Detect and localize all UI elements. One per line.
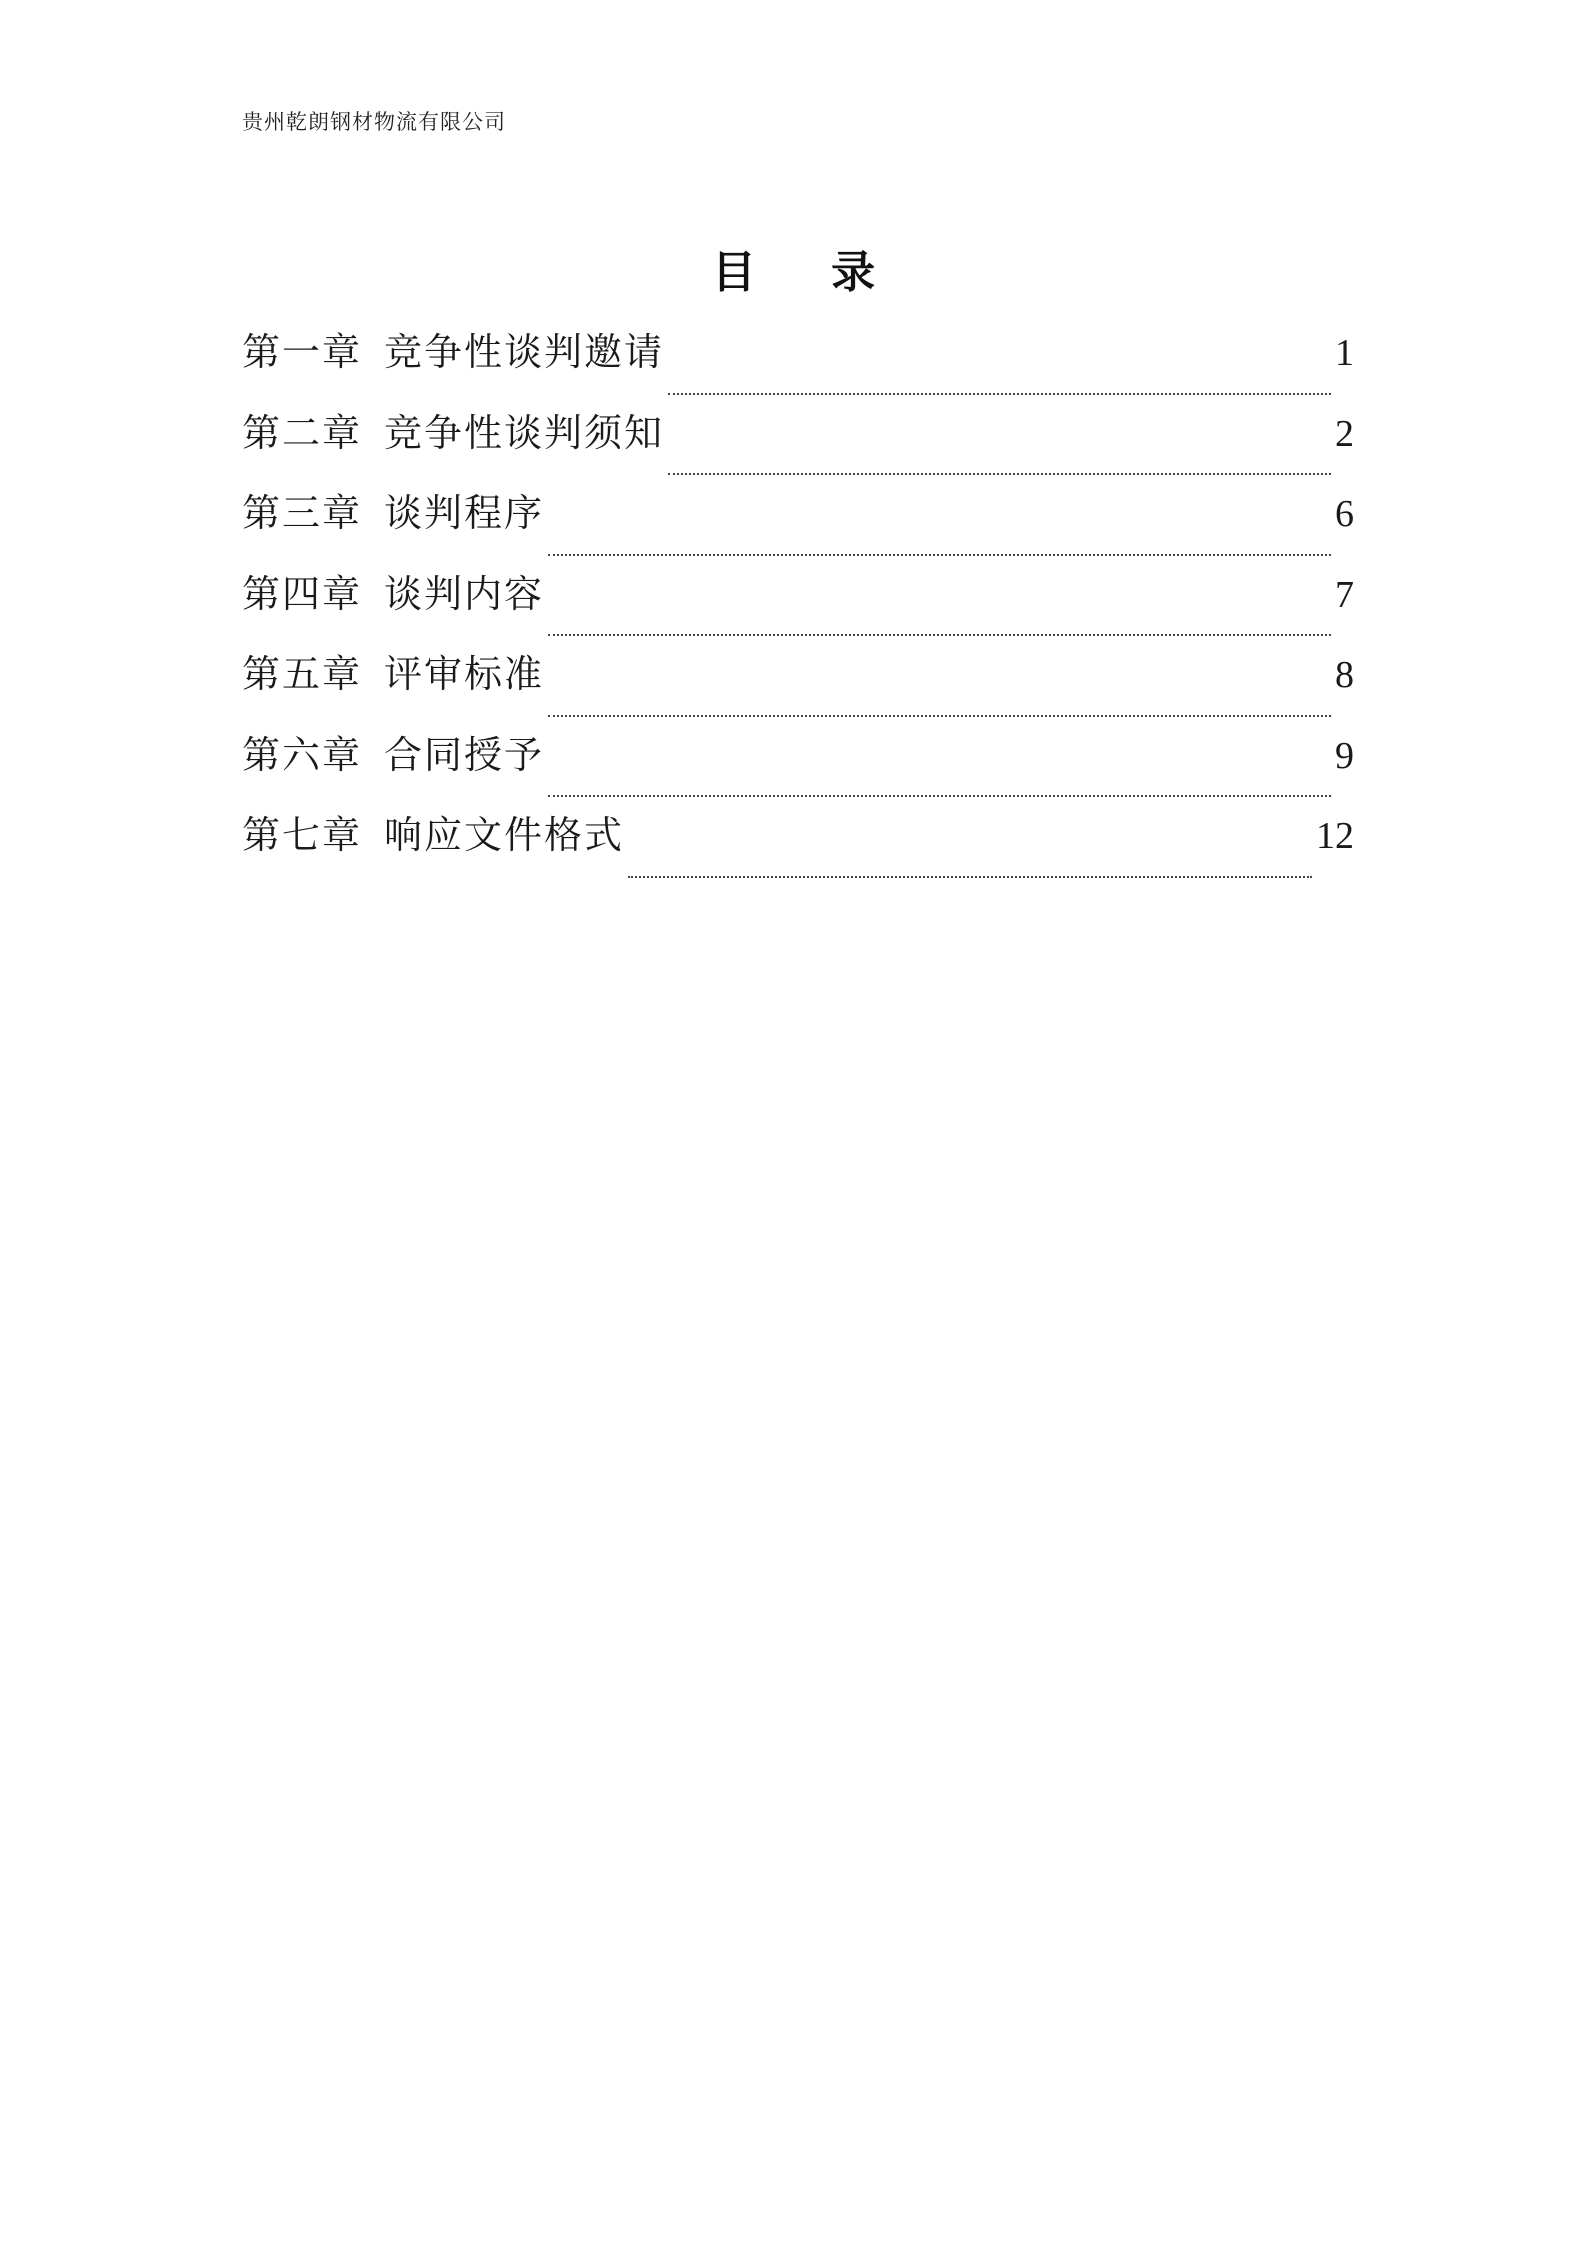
toc-page-number: 9 bbox=[1335, 734, 1354, 777]
toc-chapter-number: 第一章 bbox=[242, 330, 363, 374]
toc-chapter-number: 第六章 bbox=[242, 732, 363, 777]
toc-list bbox=[242, 330, 1354, 894]
toc-chapter-title: 合同授予 bbox=[384, 732, 545, 777]
toc-chapter-number: 第二章 bbox=[242, 410, 363, 455]
toc-dot-leader bbox=[548, 714, 1331, 717]
toc-chapter-title: 谈判内容 bbox=[384, 571, 545, 616]
toc-entry[interactable] bbox=[242, 572, 1354, 653]
toc-chapter-title: 响应文件格式 bbox=[384, 813, 625, 857]
toc-entry[interactable] bbox=[242, 813, 1354, 894]
toc-chapter-number: 第五章 bbox=[242, 652, 363, 696]
toc-page-number: 12 bbox=[1316, 815, 1354, 857]
toc-dot-leader bbox=[668, 392, 1331, 395]
toc-chapter-title: 竞争性谈判须知 bbox=[384, 410, 665, 455]
toc-chapter-number: 第三章 bbox=[242, 491, 363, 535]
toc-chapter-title: 竞争性谈判邀请 bbox=[384, 330, 665, 374]
toc-entry[interactable] bbox=[242, 491, 1354, 572]
toc-chapter-title: 评审标准 bbox=[384, 652, 545, 696]
toc-chapter-number: 第四章 bbox=[242, 571, 363, 616]
toc-chapter-title: 谈判程序 bbox=[384, 491, 545, 535]
toc-dot-leader bbox=[548, 633, 1331, 636]
toc-dot-leader bbox=[668, 472, 1331, 475]
toc-entry[interactable] bbox=[242, 733, 1354, 814]
toc-title: 目 录 bbox=[711, 247, 906, 298]
toc-dot-leader bbox=[548, 794, 1331, 797]
toc-entry[interactable] bbox=[242, 652, 1354, 733]
toc-page-number: 7 bbox=[1335, 573, 1354, 616]
toc-entry[interactable] bbox=[242, 330, 1354, 411]
toc-chapter-number: 第七章 bbox=[242, 813, 363, 857]
header-company-name: 贵州乾朗钢材物流有限公司 bbox=[242, 110, 506, 134]
toc-page-number: 1 bbox=[1335, 332, 1354, 374]
toc-dot-leader bbox=[548, 553, 1331, 556]
toc-page-number: 2 bbox=[1335, 412, 1354, 455]
toc-dot-leader bbox=[628, 875, 1312, 878]
toc-page-number: 6 bbox=[1335, 493, 1354, 535]
toc-page-number: 8 bbox=[1335, 654, 1354, 696]
toc-entry[interactable] bbox=[242, 411, 1354, 492]
